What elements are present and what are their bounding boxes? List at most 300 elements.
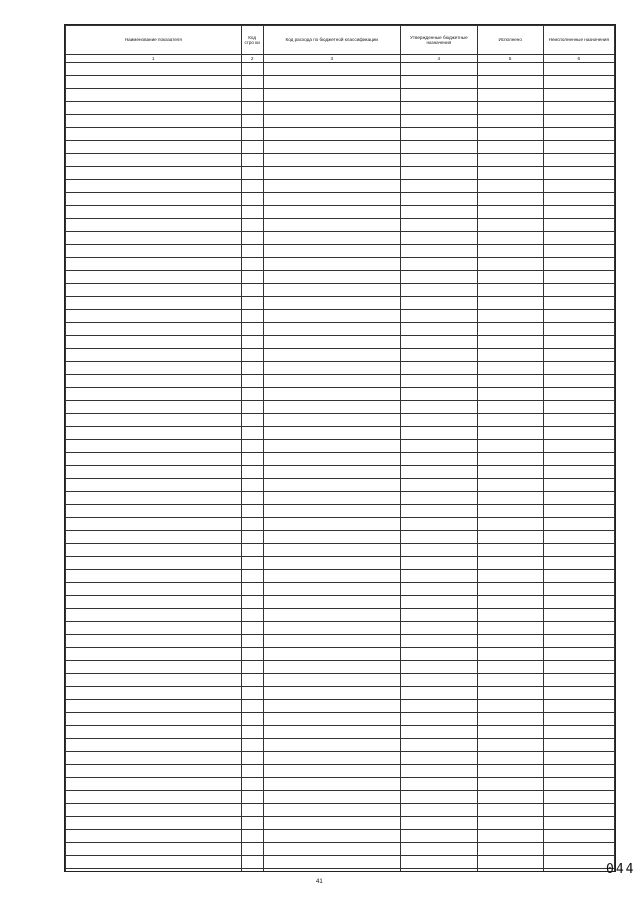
table-cell bbox=[66, 518, 242, 531]
table-cell bbox=[543, 323, 614, 336]
table-row bbox=[66, 804, 615, 817]
table-cell bbox=[400, 245, 477, 258]
table-cell bbox=[66, 817, 242, 830]
table-cell bbox=[477, 232, 543, 245]
table-cell bbox=[263, 167, 400, 180]
table-row bbox=[66, 687, 615, 700]
table-cell bbox=[400, 544, 477, 557]
table-cell bbox=[263, 440, 400, 453]
table-cell bbox=[543, 804, 614, 817]
table-cell bbox=[263, 869, 400, 873]
table-row bbox=[66, 141, 615, 154]
table-row bbox=[66, 89, 615, 102]
table-cell bbox=[66, 206, 242, 219]
table-cell bbox=[66, 375, 242, 388]
table-cell bbox=[543, 349, 614, 362]
table-cell bbox=[477, 245, 543, 258]
table-cell bbox=[400, 609, 477, 622]
table-cell bbox=[66, 466, 242, 479]
table-cell bbox=[543, 596, 614, 609]
table-cell bbox=[66, 388, 242, 401]
table-cell bbox=[66, 284, 242, 297]
table-cell bbox=[66, 310, 242, 323]
table-cell bbox=[66, 232, 242, 245]
table-cell bbox=[477, 193, 543, 206]
table-cell bbox=[400, 739, 477, 752]
table-cell bbox=[263, 375, 400, 388]
table-cell bbox=[241, 479, 263, 492]
table-cell bbox=[66, 440, 242, 453]
table-cell bbox=[400, 869, 477, 873]
table-row bbox=[66, 427, 615, 440]
table-cell bbox=[543, 271, 614, 284]
table-cell bbox=[241, 466, 263, 479]
table-row bbox=[66, 739, 615, 752]
table-cell bbox=[400, 583, 477, 596]
table-cell bbox=[263, 726, 400, 739]
table-cell bbox=[400, 752, 477, 765]
table-cell bbox=[263, 63, 400, 76]
table-cell bbox=[263, 830, 400, 843]
table-cell bbox=[400, 843, 477, 856]
table-cell bbox=[477, 661, 543, 674]
table-cell bbox=[263, 271, 400, 284]
header-indicator-name: Наименование показателя bbox=[66, 26, 242, 55]
table-cell bbox=[66, 154, 242, 167]
table-cell bbox=[241, 440, 263, 453]
table-row bbox=[66, 544, 615, 557]
table-row bbox=[66, 414, 615, 427]
table-cell bbox=[400, 141, 477, 154]
table-cell bbox=[66, 128, 242, 141]
table-cell bbox=[400, 856, 477, 869]
column-number: 3 bbox=[263, 55, 400, 63]
table-cell bbox=[543, 219, 614, 232]
column-number: 4 bbox=[400, 55, 477, 63]
table-cell bbox=[400, 375, 477, 388]
table-cell bbox=[241, 596, 263, 609]
table-row bbox=[66, 193, 615, 206]
table-cell bbox=[477, 115, 543, 128]
table-cell bbox=[400, 674, 477, 687]
table-cell bbox=[66, 726, 242, 739]
header-line-code: Код стро ки bbox=[241, 26, 263, 55]
table-cell bbox=[400, 765, 477, 778]
table-cell bbox=[477, 466, 543, 479]
table-row bbox=[66, 284, 615, 297]
table-cell bbox=[477, 843, 543, 856]
table-cell bbox=[543, 635, 614, 648]
table-cell bbox=[477, 752, 543, 765]
table-row bbox=[66, 102, 615, 115]
table-cell bbox=[477, 700, 543, 713]
table-cell bbox=[543, 310, 614, 323]
table-cell bbox=[263, 297, 400, 310]
table-cell bbox=[400, 414, 477, 427]
table-cell bbox=[241, 245, 263, 258]
table-row bbox=[66, 336, 615, 349]
table-cell bbox=[543, 102, 614, 115]
table-cell bbox=[241, 453, 263, 466]
table-cell bbox=[66, 362, 242, 375]
table-cell bbox=[66, 804, 242, 817]
table-cell bbox=[66, 492, 242, 505]
table-row bbox=[66, 219, 615, 232]
table-row bbox=[66, 310, 615, 323]
table-row bbox=[66, 596, 615, 609]
table-cell bbox=[543, 206, 614, 219]
table-cell bbox=[66, 167, 242, 180]
table-cell bbox=[400, 297, 477, 310]
table-cell bbox=[263, 557, 400, 570]
table-cell bbox=[477, 531, 543, 544]
table-row bbox=[66, 635, 615, 648]
table-row bbox=[66, 700, 615, 713]
table-cell bbox=[241, 791, 263, 804]
table-cell bbox=[263, 674, 400, 687]
table-cell bbox=[241, 830, 263, 843]
table-cell bbox=[400, 362, 477, 375]
table-cell bbox=[543, 388, 614, 401]
table-cell bbox=[543, 700, 614, 713]
table-row bbox=[66, 362, 615, 375]
table-cell bbox=[400, 713, 477, 726]
table-cell bbox=[241, 765, 263, 778]
table-cell bbox=[543, 622, 614, 635]
table-cell bbox=[400, 687, 477, 700]
table-cell bbox=[66, 76, 242, 89]
table-cell bbox=[543, 414, 614, 427]
table-cell bbox=[400, 570, 477, 583]
table-cell bbox=[241, 63, 263, 76]
table-cell bbox=[400, 63, 477, 76]
table-cell bbox=[66, 141, 242, 154]
table-cell bbox=[66, 258, 242, 271]
table-cell bbox=[241, 128, 263, 141]
table-cell bbox=[477, 323, 543, 336]
table-cell bbox=[543, 479, 614, 492]
table-cell bbox=[477, 583, 543, 596]
table-cell bbox=[263, 752, 400, 765]
table-cell bbox=[66, 414, 242, 427]
table-row bbox=[66, 167, 615, 180]
table-cell bbox=[263, 570, 400, 583]
table-cell bbox=[400, 778, 477, 791]
table-cell bbox=[241, 219, 263, 232]
table-cell bbox=[477, 440, 543, 453]
table-cell bbox=[66, 336, 242, 349]
table-cell bbox=[263, 401, 400, 414]
table-cell bbox=[263, 284, 400, 297]
table-cell bbox=[400, 349, 477, 362]
table-cell bbox=[400, 453, 477, 466]
header-classification-code: Код расхода по бюджетной классификации bbox=[263, 26, 400, 55]
table-cell bbox=[477, 349, 543, 362]
table-cell bbox=[543, 375, 614, 388]
table-cell bbox=[66, 453, 242, 466]
table-cell bbox=[477, 284, 543, 297]
table-cell bbox=[543, 661, 614, 674]
table-cell bbox=[241, 310, 263, 323]
table-cell bbox=[263, 466, 400, 479]
table-cell bbox=[241, 739, 263, 752]
table-cell bbox=[241, 206, 263, 219]
table-row bbox=[66, 479, 615, 492]
table-cell bbox=[543, 76, 614, 89]
table-cell bbox=[241, 713, 263, 726]
table-cell bbox=[66, 674, 242, 687]
table-cell bbox=[543, 609, 614, 622]
table-cell bbox=[477, 596, 543, 609]
table-cell bbox=[66, 648, 242, 661]
table-cell bbox=[263, 89, 400, 102]
table-cell bbox=[477, 219, 543, 232]
table-row bbox=[66, 115, 615, 128]
table-row bbox=[66, 492, 615, 505]
table-cell bbox=[543, 648, 614, 661]
table-cell bbox=[543, 765, 614, 778]
table-cell bbox=[241, 622, 263, 635]
table-cell bbox=[400, 791, 477, 804]
table-cell bbox=[543, 843, 614, 856]
table-cell bbox=[477, 414, 543, 427]
table-cell bbox=[241, 284, 263, 297]
table-cell bbox=[66, 869, 242, 873]
table-cell bbox=[263, 193, 400, 206]
table-cell bbox=[400, 661, 477, 674]
table-row bbox=[66, 830, 615, 843]
table-row bbox=[66, 63, 615, 76]
table-cell bbox=[241, 726, 263, 739]
table-cell bbox=[400, 817, 477, 830]
table-row bbox=[66, 401, 615, 414]
table-cell bbox=[241, 375, 263, 388]
table-row bbox=[66, 713, 615, 726]
table-row bbox=[66, 76, 615, 89]
table-cell bbox=[241, 804, 263, 817]
table-cell bbox=[477, 167, 543, 180]
table-cell bbox=[66, 791, 242, 804]
table-cell bbox=[263, 791, 400, 804]
table-cell bbox=[543, 440, 614, 453]
table-cell bbox=[241, 76, 263, 89]
column-number: 6 bbox=[543, 55, 614, 63]
table-row bbox=[66, 557, 615, 570]
table-cell bbox=[477, 609, 543, 622]
table-cell bbox=[477, 154, 543, 167]
table-cell bbox=[477, 336, 543, 349]
table-cell bbox=[477, 427, 543, 440]
table-cell bbox=[543, 128, 614, 141]
table-cell bbox=[263, 219, 400, 232]
table-cell bbox=[263, 245, 400, 258]
table-cell bbox=[263, 635, 400, 648]
table-cell bbox=[543, 232, 614, 245]
table-cell bbox=[543, 63, 614, 76]
table-cell bbox=[400, 128, 477, 141]
table-cell bbox=[400, 102, 477, 115]
table-cell bbox=[241, 193, 263, 206]
table-cell bbox=[66, 297, 242, 310]
table-cell bbox=[263, 583, 400, 596]
table-cell bbox=[241, 258, 263, 271]
table-cell bbox=[241, 609, 263, 622]
table-cell bbox=[543, 856, 614, 869]
table-cell bbox=[241, 323, 263, 336]
table-cell bbox=[241, 544, 263, 557]
table-cell bbox=[400, 76, 477, 89]
table-cell bbox=[543, 752, 614, 765]
table-cell bbox=[66, 778, 242, 791]
table-cell bbox=[543, 531, 614, 544]
table-cell bbox=[543, 830, 614, 843]
table-cell bbox=[263, 310, 400, 323]
table-cell bbox=[400, 167, 477, 180]
table-cell bbox=[477, 141, 543, 154]
table-row bbox=[66, 297, 615, 310]
table-cell bbox=[241, 232, 263, 245]
table-cell bbox=[477, 258, 543, 271]
table-cell bbox=[263, 388, 400, 401]
table-cell bbox=[477, 453, 543, 466]
table-cell bbox=[477, 804, 543, 817]
table-cell bbox=[400, 219, 477, 232]
table-row bbox=[66, 440, 615, 453]
table-cell bbox=[263, 206, 400, 219]
table-cell bbox=[263, 765, 400, 778]
table-cell bbox=[263, 648, 400, 661]
table-cell bbox=[263, 427, 400, 440]
table-cell bbox=[400, 492, 477, 505]
table-cell bbox=[543, 518, 614, 531]
table-cell bbox=[477, 271, 543, 284]
table-cell bbox=[263, 531, 400, 544]
table-cell bbox=[543, 167, 614, 180]
table-cell bbox=[400, 89, 477, 102]
table-cell bbox=[66, 63, 242, 76]
table-cell bbox=[543, 362, 614, 375]
table-cell bbox=[543, 544, 614, 557]
table-cell bbox=[543, 245, 614, 258]
table-cell bbox=[543, 258, 614, 271]
table-cell bbox=[477, 492, 543, 505]
header-row bbox=[66, 26, 615, 55]
table-cell bbox=[66, 830, 242, 843]
table-cell bbox=[263, 544, 400, 557]
table-cell bbox=[543, 583, 614, 596]
table-cell bbox=[543, 570, 614, 583]
table-cell bbox=[66, 349, 242, 362]
table-cell bbox=[543, 297, 614, 310]
table-cell bbox=[241, 427, 263, 440]
table-cell bbox=[400, 635, 477, 648]
table-cell bbox=[400, 440, 477, 453]
table-cell bbox=[263, 76, 400, 89]
table-cell bbox=[66, 180, 242, 193]
table-row bbox=[66, 180, 615, 193]
column-number-row bbox=[66, 55, 615, 63]
table-cell bbox=[400, 115, 477, 128]
table-cell bbox=[263, 596, 400, 609]
header-unexecuted: Неисполненные назначения bbox=[543, 26, 614, 55]
table-cell bbox=[263, 817, 400, 830]
table-cell bbox=[477, 869, 543, 873]
table-cell bbox=[400, 310, 477, 323]
table-cell bbox=[66, 570, 242, 583]
table-row bbox=[66, 154, 615, 167]
table-cell bbox=[477, 557, 543, 570]
table-cell bbox=[543, 687, 614, 700]
table-cell bbox=[66, 700, 242, 713]
table-cell bbox=[241, 583, 263, 596]
column-number: 1 bbox=[66, 55, 242, 63]
table-cell bbox=[400, 154, 477, 167]
table-row bbox=[66, 583, 615, 596]
table-cell bbox=[543, 154, 614, 167]
table-cell bbox=[543, 336, 614, 349]
table-row bbox=[66, 622, 615, 635]
table-cell bbox=[400, 206, 477, 219]
table-body bbox=[66, 63, 615, 873]
table-cell bbox=[241, 557, 263, 570]
table-cell bbox=[477, 635, 543, 648]
table-cell bbox=[477, 180, 543, 193]
table-cell bbox=[543, 453, 614, 466]
table-cell bbox=[477, 739, 543, 752]
table-cell bbox=[241, 102, 263, 115]
table-row bbox=[66, 232, 615, 245]
table-cell bbox=[66, 856, 242, 869]
table-cell bbox=[477, 778, 543, 791]
table-cell bbox=[400, 427, 477, 440]
table-cell bbox=[66, 102, 242, 115]
table-cell bbox=[400, 271, 477, 284]
table-row bbox=[66, 245, 615, 258]
table-cell bbox=[66, 843, 242, 856]
table-row bbox=[66, 674, 615, 687]
table-cell bbox=[400, 193, 477, 206]
table-cell bbox=[241, 414, 263, 427]
table-cell bbox=[477, 713, 543, 726]
table-row bbox=[66, 765, 615, 778]
table-cell bbox=[66, 752, 242, 765]
table-cell bbox=[263, 661, 400, 674]
table-cell bbox=[241, 115, 263, 128]
page-number: 41 bbox=[316, 879, 323, 885]
table-row bbox=[66, 648, 615, 661]
table-cell bbox=[241, 141, 263, 154]
table-cell bbox=[477, 518, 543, 531]
table-cell bbox=[400, 479, 477, 492]
table-cell bbox=[263, 518, 400, 531]
table-row bbox=[66, 843, 615, 856]
table-cell bbox=[477, 375, 543, 388]
header-executed: Исполнено bbox=[477, 26, 543, 55]
table-row bbox=[66, 453, 615, 466]
table-cell bbox=[543, 89, 614, 102]
table-cell bbox=[477, 362, 543, 375]
table-cell bbox=[543, 427, 614, 440]
table-row bbox=[66, 869, 615, 873]
table-cell bbox=[477, 128, 543, 141]
table-cell bbox=[263, 323, 400, 336]
table-row bbox=[66, 505, 615, 518]
table-cell bbox=[263, 856, 400, 869]
table-cell bbox=[400, 180, 477, 193]
table-cell bbox=[66, 609, 242, 622]
table-cell bbox=[543, 492, 614, 505]
table-cell bbox=[263, 804, 400, 817]
